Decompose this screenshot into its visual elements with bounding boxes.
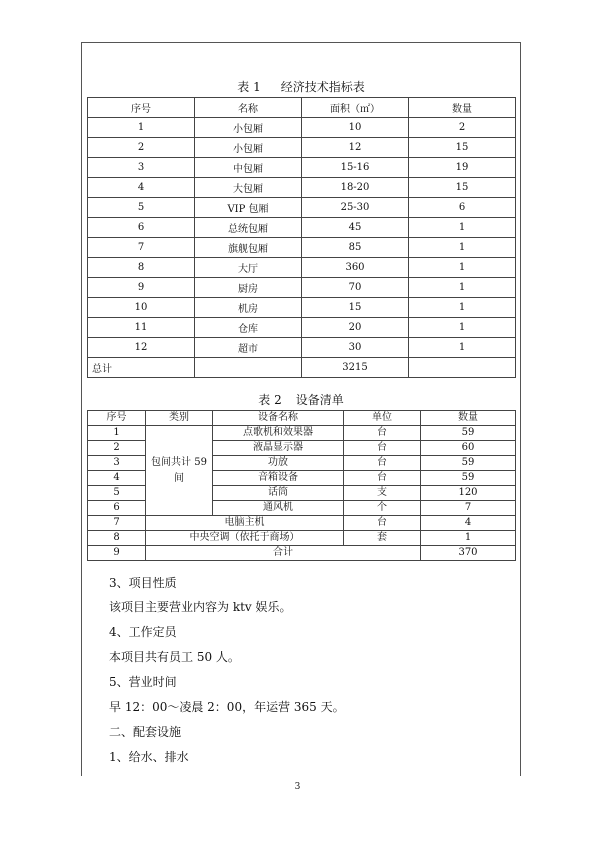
table-header-row <box>88 411 516 426</box>
cell-count: 1 <box>409 258 516 278</box>
header-cell: 序号 <box>88 411 146 426</box>
cell-area: 15-16 <box>302 158 409 178</box>
table2-caption-title: 设备清单 <box>295 393 344 407</box>
cell-count: 7 <box>421 501 516 516</box>
cell-index: 11 <box>88 318 195 338</box>
cell-index: 9 <box>88 546 146 561</box>
cell-index: 1 <box>88 118 195 138</box>
cell-count: 1 <box>409 218 516 238</box>
cell-count: 1 <box>409 298 516 318</box>
table-row <box>88 178 516 198</box>
cell-index: 6 <box>88 501 146 516</box>
table2-caption-number: 表 2 <box>258 393 282 407</box>
table1-caption-number: 表 1 <box>237 80 261 94</box>
equipment-list-table <box>87 410 516 561</box>
section-heading-water-supply: 1、给水、排水 <box>109 750 189 764</box>
cell-unit: 台 <box>344 426 421 441</box>
cell-count: 15 <box>409 178 516 198</box>
cell-index: 9 <box>88 278 195 298</box>
cell-unit: 台 <box>344 456 421 471</box>
cell-area: 18-20 <box>302 178 409 198</box>
cell-area: 360 <box>302 258 409 278</box>
cell-index: 3 <box>88 456 146 471</box>
cell-count: 19 <box>409 158 516 178</box>
cell-index: 4 <box>88 471 146 486</box>
table-row <box>88 218 516 238</box>
cell-area: 45 <box>302 218 409 238</box>
cell-unit: 台 <box>344 471 421 486</box>
economic-indicators-table <box>87 97 516 378</box>
cell-index: 4 <box>88 178 195 198</box>
cell-name: 大包厢 <box>195 178 302 198</box>
header-cell: 名称 <box>195 98 302 118</box>
cell-name: 小包厢 <box>195 138 302 158</box>
cell-count: 59 <box>421 426 516 441</box>
table1-caption-title: 经济技术指标表 <box>280 80 365 94</box>
section-heading-business-hours: 5、营业时间 <box>109 675 177 689</box>
cell-index: 2 <box>88 138 195 158</box>
cell-area: 15 <box>302 298 409 318</box>
cell-count: 59 <box>421 471 516 486</box>
cell-equipment: 中央空调（依托于商场） <box>146 531 344 546</box>
cell-index: 6 <box>88 218 195 238</box>
cell-index: 7 <box>88 238 195 258</box>
table-row <box>88 426 516 441</box>
cell-name: 总统包厢 <box>195 218 302 238</box>
empty-cell <box>409 358 516 378</box>
table-row <box>88 158 516 178</box>
header-cell: 类别 <box>146 411 213 426</box>
cell-name: 旗舰包厢 <box>195 238 302 258</box>
category-cell: 包间共计 59 间 <box>146 426 213 516</box>
section-heading-staffing: 4、工作定员 <box>109 625 177 639</box>
table1-caption <box>81 80 521 94</box>
cell-area: 10 <box>302 118 409 138</box>
cell-equipment: 音箱设备 <box>213 471 344 486</box>
cell-equipment: 液晶显示器 <box>213 441 344 456</box>
cell-name: VIP 包厢 <box>195 198 302 218</box>
cell-unit: 台 <box>344 516 421 531</box>
cell-count: 1 <box>409 238 516 258</box>
cell-count: 1 <box>409 318 516 338</box>
cell-index: 10 <box>88 298 195 318</box>
cell-index: 8 <box>88 531 146 546</box>
cell-equipment: 通风机 <box>213 501 344 516</box>
cell-area: 30 <box>302 338 409 358</box>
cell-count: 59 <box>421 456 516 471</box>
table-row <box>88 198 516 218</box>
cell-unit: 个 <box>344 501 421 516</box>
paragraph-staffing: 本项目共有员工 50 人。 <box>109 650 240 664</box>
table-row <box>88 138 516 158</box>
section-heading-project-nature: 3、项目性质 <box>109 576 177 590</box>
cell-area: 70 <box>302 278 409 298</box>
table2-caption <box>81 393 521 407</box>
header-cell: 设备名称 <box>213 411 344 426</box>
table-header-row <box>88 98 516 118</box>
cell-area: 12 <box>302 138 409 158</box>
cell-name: 机房 <box>195 298 302 318</box>
table-row <box>88 298 516 318</box>
cell-index: 5 <box>88 486 146 501</box>
cell-unit: 套 <box>344 531 421 546</box>
header-cell: 序号 <box>88 98 195 118</box>
cell-count: 120 <box>421 486 516 501</box>
cell-area: 85 <box>302 238 409 258</box>
cell-count: 2 <box>409 118 516 138</box>
cell-count: 1 <box>409 278 516 298</box>
cell-index: 7 <box>88 516 146 531</box>
cell-count: 4 <box>421 516 516 531</box>
cell-index: 2 <box>88 441 146 456</box>
table-row <box>88 531 516 546</box>
header-cell: 单位 <box>344 411 421 426</box>
cell-area: 25-30 <box>302 198 409 218</box>
cell-index: 5 <box>88 198 195 218</box>
table-row <box>88 516 516 531</box>
cell-index: 3 <box>88 158 195 178</box>
cell-name: 大厅 <box>195 258 302 278</box>
cell-equipment: 电脑主机 <box>146 516 344 531</box>
page-number: 3 <box>294 782 301 792</box>
table-row <box>88 278 516 298</box>
cell-name: 超市 <box>195 338 302 358</box>
table-total-row <box>88 358 516 378</box>
table-total-row <box>88 546 516 561</box>
paragraph-project-nature: 该项目主要营业内容为 ktv 娱乐。 <box>109 600 292 614</box>
total-label: 总计 <box>88 358 195 378</box>
cell-name: 中包厢 <box>195 158 302 178</box>
cell-area: 20 <box>302 318 409 338</box>
header-cell: 数量 <box>409 98 516 118</box>
header-cell: 面积（㎡） <box>302 98 409 118</box>
table-row <box>88 238 516 258</box>
table-row <box>88 318 516 338</box>
cell-count: 6 <box>409 198 516 218</box>
cell-index: 12 <box>88 338 195 358</box>
empty-cell <box>195 358 302 378</box>
table-row <box>88 258 516 278</box>
table-row <box>88 338 516 358</box>
cell-name: 仓库 <box>195 318 302 338</box>
total-value: 3215 <box>302 358 409 378</box>
cell-count: 1 <box>421 531 516 546</box>
cell-equipment: 点歌机和效果器 <box>213 426 344 441</box>
cell-name: 厨房 <box>195 278 302 298</box>
cell-index: 8 <box>88 258 195 278</box>
cell-equipment: 话筒 <box>213 486 344 501</box>
paragraph-business-hours: 早 12：00～凌晨 2：00，年运营 365 天。 <box>109 700 345 714</box>
cell-count: 60 <box>421 441 516 456</box>
cell-name: 小包厢 <box>195 118 302 138</box>
total-label: 合计 <box>146 546 421 561</box>
section-heading-facilities: 二、配套设施 <box>109 725 182 739</box>
cell-index: 1 <box>88 426 146 441</box>
total-value: 370 <box>421 546 516 561</box>
cell-count: 15 <box>409 138 516 158</box>
cell-unit: 台 <box>344 441 421 456</box>
table-row <box>88 118 516 138</box>
cell-unit: 支 <box>344 486 421 501</box>
header-cell: 数量 <box>421 411 516 426</box>
cell-equipment: 功放 <box>213 456 344 471</box>
cell-count: 1 <box>409 338 516 358</box>
